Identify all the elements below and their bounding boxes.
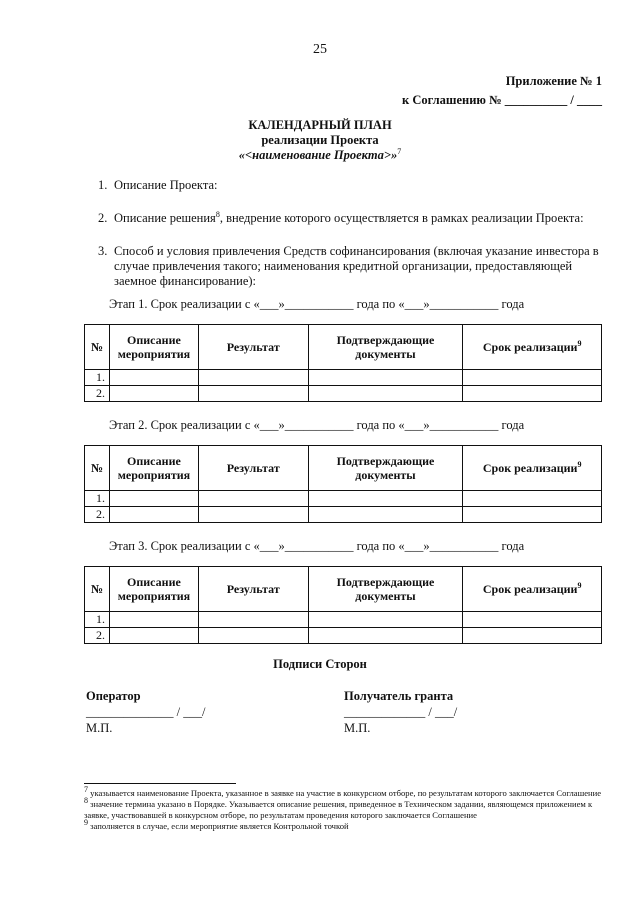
- signatures-heading: Подписи Сторон: [273, 657, 367, 671]
- title-line-2: реализации Проекта: [261, 133, 379, 147]
- annex-line-2: к Соглашению № __________ / ____: [402, 93, 602, 107]
- header-result: Результат: [198, 567, 308, 612]
- title-line-1: КАЛЕНДАРНЫЙ ПЛАН: [248, 118, 392, 132]
- stage-2-table: [84, 445, 602, 523]
- row-number: 1.: [85, 370, 110, 386]
- header-number: №: [85, 567, 110, 612]
- footnote-text: значение термина указано в Порядке. Указывается описание решения, приведенное в Техническом задании, являющемся приложением к заявке, участвовавшей в конкурсном отборе, по результатам проведения которого заключается Соглашение: [84, 799, 593, 820]
- grantee-signature-block: [344, 688, 457, 736]
- stage-3-table: [84, 566, 602, 644]
- header-number: №: [85, 446, 110, 491]
- header-deadline: [463, 567, 602, 612]
- header-description: Описание мероприятия: [109, 567, 198, 612]
- header-documents: Подтверждающие документы: [308, 446, 463, 491]
- table-cell[interactable]: [308, 507, 463, 523]
- table-row: [85, 507, 602, 523]
- table-cell[interactable]: [198, 628, 308, 644]
- list-item: [90, 244, 602, 289]
- header-result: Результат: [198, 446, 308, 491]
- stage-1-table: [84, 324, 602, 402]
- table-row: [85, 386, 602, 402]
- page-number: 25: [313, 42, 327, 57]
- list-item-text: Описание решения: [114, 211, 216, 225]
- table-header-row: [85, 446, 602, 491]
- table-cell[interactable]: [308, 628, 463, 644]
- operator-role: Оператор: [86, 689, 141, 703]
- row-number: 2.: [85, 507, 110, 523]
- row-number: 2.: [85, 628, 110, 644]
- numbered-list: [90, 178, 602, 303]
- table-cell[interactable]: [463, 628, 602, 644]
- operator-stamp-label: М.П.: [86, 721, 113, 735]
- grantee-signature-line[interactable]: _____________ / ___/: [344, 705, 458, 719]
- header-deadline-text: Срок реализации: [482, 340, 578, 354]
- list-item-number: 1.: [98, 178, 108, 192]
- row-number: 2.: [85, 386, 110, 402]
- list-item: [90, 178, 602, 193]
- table-row: [85, 370, 602, 386]
- operator-signature-block: [86, 688, 205, 736]
- table-cell[interactable]: [308, 386, 463, 402]
- header-result: Результат: [198, 325, 308, 370]
- table-cell[interactable]: [308, 491, 463, 507]
- footnote-text: заполняется в случае, если мероприятие является Контрольной точкой: [88, 821, 349, 831]
- footnote-ref: 9: [577, 339, 582, 348]
- header-description: Описание мероприятия: [109, 446, 198, 491]
- title-footnote-ref: 7: [397, 146, 402, 156]
- table-cell[interactable]: [109, 628, 198, 644]
- table-header-row: [85, 567, 602, 612]
- list-item-number: 3.: [98, 244, 108, 258]
- list-item: [90, 211, 602, 226]
- table-cell[interactable]: [308, 370, 463, 386]
- table-cell[interactable]: [198, 370, 308, 386]
- list-item-text: Способ и условия привлечения Средств софинансирования (включая указание инвестора в случае привлечения такого; наименования кредитной организации, предоставляющей заемное финансирование):: [114, 244, 599, 288]
- footnote-marker: 7: [84, 785, 88, 795]
- table-cell[interactable]: [308, 612, 463, 628]
- list-item-text: Описание Проекта:: [114, 178, 218, 192]
- footnote-marker: 8: [84, 796, 88, 806]
- table-cell[interactable]: [198, 491, 308, 507]
- grantee-role: Получатель гранта: [344, 689, 454, 703]
- footnote-ref: 8: [215, 209, 220, 219]
- table-cell[interactable]: [198, 612, 308, 628]
- footnote-text: указывается наименование Проекта, указанное в заявке на участие в конкурсном отборе, по результатам которого заключается Соглашение: [88, 788, 602, 798]
- header-deadline: [463, 446, 602, 491]
- footnote-7: [84, 785, 614, 799]
- header-deadline-text: Срок реализации: [482, 582, 578, 596]
- header-description: Описание мероприятия: [109, 325, 198, 370]
- table-cell[interactable]: [463, 491, 602, 507]
- table-cell[interactable]: [463, 507, 602, 523]
- footnotes: [84, 785, 614, 832]
- table-cell[interactable]: [109, 507, 198, 523]
- table-cell[interactable]: [463, 386, 602, 402]
- row-number: 1.: [85, 491, 110, 507]
- table-header-row: [85, 325, 602, 370]
- list-item-text-after: , внедрение которого осуществляется в рамках реализации Проекта:: [219, 211, 584, 225]
- stage-2-label: Этап 2. Срок реализации с «___»___________ года по «___»___________ года: [109, 418, 525, 432]
- footnote-9: [84, 818, 614, 832]
- table-cell[interactable]: [198, 386, 308, 402]
- title-line-3: «<наименование Проекта>»: [238, 148, 398, 162]
- header-deadline: [463, 325, 602, 370]
- stage-3-label: Этап 3. Срок реализации с «___»___________ года по «___»___________ года: [109, 539, 525, 553]
- operator-signature-line[interactable]: ______________ / ___/: [86, 705, 206, 719]
- table-cell[interactable]: [109, 370, 198, 386]
- table-cell[interactable]: [109, 612, 198, 628]
- footnote-ref: 9: [577, 581, 582, 590]
- footnote-separator: [84, 783, 236, 784]
- table-row: [85, 491, 602, 507]
- table-cell[interactable]: [109, 491, 198, 507]
- table-cell[interactable]: [109, 386, 198, 402]
- table-cell[interactable]: [198, 507, 308, 523]
- table-cell[interactable]: [463, 612, 602, 628]
- table-row: [85, 612, 602, 628]
- header-deadline-text: Срок реализации: [482, 461, 578, 475]
- annex-line-1: Приложение № 1: [505, 74, 602, 88]
- footnote-marker: 9: [84, 818, 88, 828]
- table-row: [85, 628, 602, 644]
- header-documents: Подтверждающие документы: [308, 325, 463, 370]
- stage-1-label: Этап 1. Срок реализации с «___»___________ года по «___»___________ года: [109, 297, 525, 311]
- table-cell[interactable]: [463, 370, 602, 386]
- footnote-8: [84, 796, 614, 821]
- document-title: [0, 118, 640, 163]
- grantee-stamp-label: М.П.: [344, 721, 371, 735]
- title-line-3-wrap: [0, 148, 640, 163]
- list-item-number: 2.: [98, 211, 108, 225]
- annex-header: [402, 72, 602, 110]
- row-number: 1.: [85, 612, 110, 628]
- footnote-ref: 9: [577, 460, 582, 469]
- header-number: №: [85, 325, 110, 370]
- header-documents: Подтверждающие документы: [308, 567, 463, 612]
